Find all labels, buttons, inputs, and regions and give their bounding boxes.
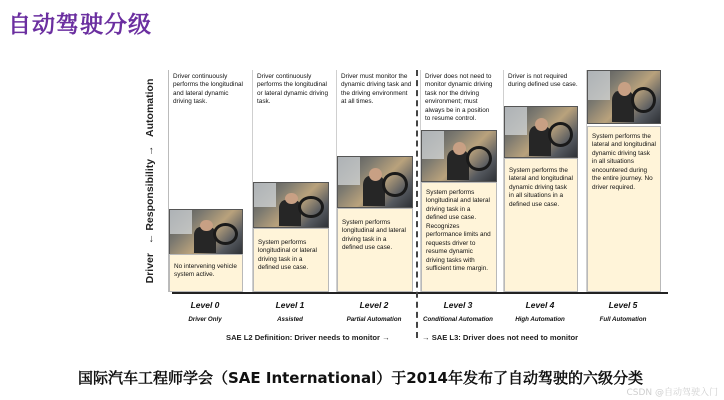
axis-responsibility-label: ← Responsibility → <box>144 145 156 245</box>
sae-l3-definition: → SAE L3: Driver does not need to monitor <box>422 333 579 342</box>
level-0-photo <box>169 209 243 255</box>
level-3-number: Level 3 <box>443 300 473 310</box>
level-1-name: Assisted <box>277 316 303 323</box>
level-3-system-box <box>421 182 497 292</box>
level-0-label <box>168 300 242 324</box>
level-1-photo <box>253 182 329 228</box>
level-2-name: Partial Automation <box>346 316 402 323</box>
level-2-number: Level 2 <box>359 300 389 310</box>
level-4-column <box>503 70 583 292</box>
level-0-column <box>168 70 248 292</box>
slide-caption: 国际汽车工程师学会（SAE International）于2014年发布了自动驾驶的六级分类 <box>78 369 643 387</box>
level-2-label <box>336 300 412 324</box>
level-4-name: High Automation <box>515 316 565 323</box>
level-0-system-text: No intervening vehicle system active. <box>174 263 237 279</box>
level-4-driver-text: Driver is not required during defined use case. <box>508 73 578 89</box>
level-5-name: Full Automation <box>599 316 647 323</box>
level-2-system-box <box>337 208 413 292</box>
level-2-system-text: System performs longitudinal and lateral driving task in a defined use case. <box>342 219 406 252</box>
level-5-system-box <box>587 126 661 292</box>
level-1-system-box <box>253 228 329 292</box>
level-0-name: Driver Only <box>188 316 222 323</box>
level-5-photo <box>587 70 661 124</box>
level-1-driver-text: Driver continuously performs the longitudinal or lateral dynamic driving task. <box>257 73 329 106</box>
slide-title: 自动驾驶分级 <box>8 12 152 38</box>
level-2-column <box>336 70 416 292</box>
axis-driver-label: Driver <box>144 253 156 284</box>
axis-automation-label: Automation <box>144 78 156 137</box>
level-5-column <box>586 70 664 292</box>
level-3-name: Conditional Automation <box>423 316 493 323</box>
level-0-number: Level 0 <box>190 300 220 310</box>
level-3-photo <box>421 130 497 182</box>
level-1-system-text: System performs longitudinal or lateral driving task in a defined use case. <box>258 239 317 272</box>
level-3-column <box>420 70 500 292</box>
level-4-number: Level 4 <box>525 300 555 310</box>
level-5-number: Level 5 <box>608 300 638 310</box>
level-5-label <box>586 300 660 324</box>
level-1-label <box>252 300 328 324</box>
level-2-driver-text: Driver must monitor the dynamic driving task and the driving environment at all times. <box>341 73 412 106</box>
level-0-system-box <box>169 254 243 292</box>
level-5-system-text: System performs the lateral and longitudinal dynamic driving task in all situations encountered during the entire journey. No driver required. <box>592 133 656 191</box>
level-4-photo <box>504 106 578 158</box>
level-1-number: Level 1 <box>275 300 305 310</box>
l2-l3-divider <box>416 70 418 338</box>
level-3-system-text: System performs longitudinal and lateral driving task in a defined use case. Recognizes performance limits and requests driver to resume dynamic driving tasks with sufficient time margin. <box>426 189 491 273</box>
responsibility-axis-label <box>138 70 162 292</box>
level-4-system-text: System performs the lateral and longitudinal dynamic driving task in all situations in a defined use case. <box>509 167 573 208</box>
x-axis-line <box>172 292 668 294</box>
watermark: CSDN @自动驾驶入门 <box>626 388 718 398</box>
level-3-driver-text: Driver does not need to monitor dynamic driving task nor the driving environment; must always be in a position to resume control. <box>425 73 493 123</box>
level-1-column <box>252 70 334 292</box>
level-3-label <box>420 300 496 324</box>
level-0-driver-text: Driver continuously performs the longitudinal and lateral dynamic driving task. <box>173 73 243 106</box>
level-4-label <box>503 300 577 324</box>
level-2-photo <box>337 156 413 208</box>
level-4-system-box <box>504 158 578 292</box>
sae-l2-definition: SAE L2 Definition: Driver needs to monitor → <box>226 333 390 342</box>
